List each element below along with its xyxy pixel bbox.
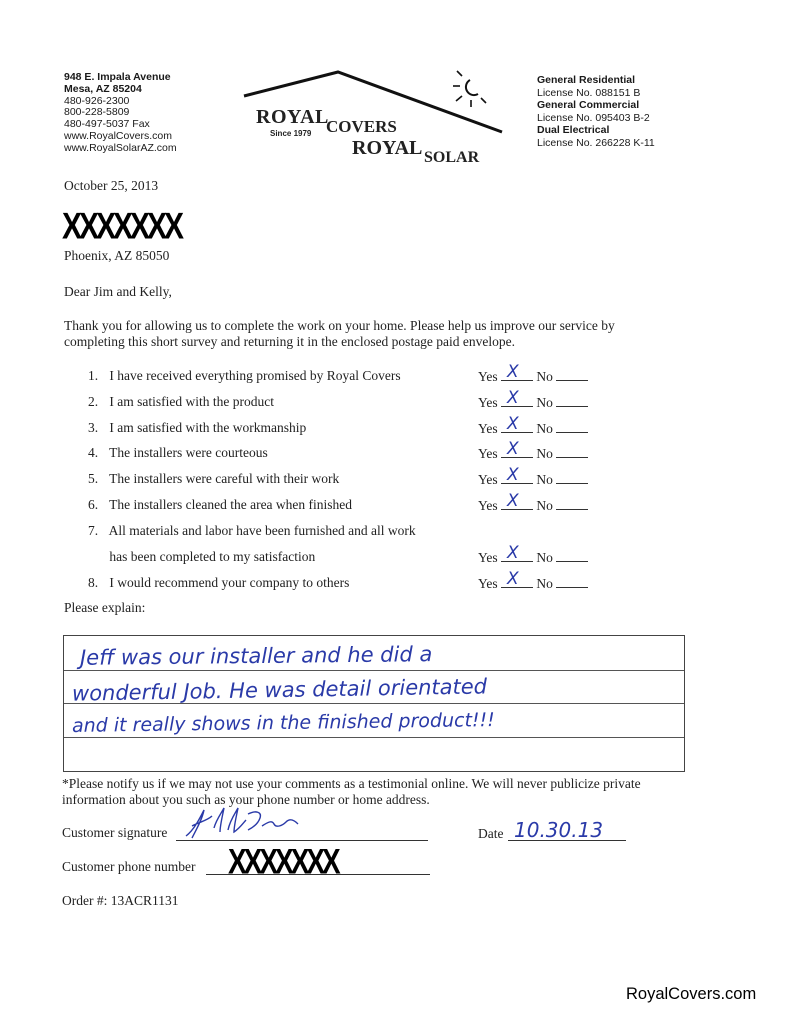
no-label: No <box>536 498 553 513</box>
question-number: 8. <box>88 575 99 590</box>
address-line-2: Mesa, AZ 85204 <box>64 82 142 95</box>
no-label: No <box>536 550 553 565</box>
yes-checkbox[interactable] <box>501 414 533 434</box>
handwritten-signature <box>178 806 338 840</box>
no-checkbox[interactable] <box>556 368 588 381</box>
question-text: The installers were courteous <box>109 445 268 460</box>
comment-line-3: and it really shows in the finished product!!! <box>71 709 495 737</box>
logo-solar: SOLAR <box>424 149 480 166</box>
yes-checkbox[interactable] <box>501 388 533 408</box>
license-title-1: General Residential <box>537 74 636 86</box>
answer-5 <box>478 465 588 488</box>
no-checkbox[interactable] <box>556 575 588 588</box>
logo-royal-2: ROYAL <box>352 137 423 159</box>
question-2 <box>88 394 468 410</box>
order-number: Order #: 13ACR1131 <box>62 893 179 908</box>
no-label: No <box>536 576 553 591</box>
license-block <box>537 74 655 150</box>
testimonial-notice-1: *Please notify us if we may not use your comments as a testimonial online. We will never publicize private <box>62 776 641 791</box>
yes-label: Yes <box>478 498 498 513</box>
no-checkbox[interactable] <box>556 497 588 510</box>
signature-field[interactable] <box>176 824 428 841</box>
question-text: I am satisfied with the workmanship <box>109 420 307 435</box>
question-6 <box>88 497 468 513</box>
answer-3 <box>478 414 588 437</box>
yes-checkbox[interactable] <box>501 543 533 563</box>
answer-1 <box>478 362 588 385</box>
no-checkbox[interactable] <box>556 420 588 433</box>
question-text: I have received everything promised by Royal Covers <box>109 368 401 383</box>
logo-covers: COVERS <box>326 117 397 136</box>
yes-label: Yes <box>478 369 498 384</box>
question-text: The installers were careful with their work <box>109 471 340 486</box>
x-mark: X <box>507 465 519 485</box>
address-line-1: 948 E. Impala Avenue <box>64 71 171 83</box>
date-value: 10.30.13 <box>514 818 604 842</box>
question-number: 2. <box>88 394 99 409</box>
answer-7 <box>478 543 588 566</box>
intro-line-2: completing this short survey and returning it in the enclosed postage paid envelope. <box>64 334 516 349</box>
license-number-1: License No. 088151 B <box>537 86 641 99</box>
comment-box[interactable] <box>63 635 685 772</box>
site-url[interactable]: RoyalCovers.com <box>626 985 757 1003</box>
x-mark: X <box>507 569 519 589</box>
x-mark: X <box>507 362 519 382</box>
comment-line-1: Jeff was our installer and he did a <box>79 642 433 670</box>
question-text: The installers cleaned the area when finished <box>109 497 353 512</box>
question-text: All materials and labor have been furnished and all work <box>108 523 416 538</box>
license-number-2: License No. 095403 B-2 <box>537 111 650 124</box>
answer-4 <box>478 439 588 462</box>
date-field[interactable] <box>508 818 626 842</box>
question-text: I am satisfied with the product <box>109 394 274 409</box>
x-mark: X <box>507 388 519 408</box>
phone-label: Customer phone number <box>62 859 196 874</box>
redacted-phone: XXXXXXX <box>228 842 338 881</box>
yes-checkbox[interactable] <box>501 362 533 382</box>
question-number: 5. <box>88 471 99 486</box>
question-7 <box>88 523 468 539</box>
answer-8 <box>478 569 588 592</box>
question-text: I would recommend your company to others <box>109 575 350 590</box>
question-number: 1. <box>88 368 99 383</box>
yes-label: Yes <box>478 421 498 436</box>
question-8 <box>88 575 468 591</box>
no-label: No <box>536 472 553 487</box>
answer-6 <box>478 491 588 514</box>
yes-label: Yes <box>478 395 498 410</box>
no-label: No <box>536 446 553 461</box>
no-checkbox[interactable] <box>556 549 588 562</box>
question-4 <box>88 445 468 461</box>
license-title-3: Dual Electrical <box>537 124 610 137</box>
company-address-block <box>64 72 177 155</box>
x-mark: X <box>507 414 519 434</box>
question-number: 3. <box>88 420 99 435</box>
logo-royal-1: ROYAL <box>256 106 329 128</box>
no-checkbox[interactable] <box>556 445 588 458</box>
redacted-name: XXXXXXX <box>62 205 182 247</box>
yes-checkbox[interactable] <box>501 439 533 459</box>
letter-date: October 25, 2013 <box>64 178 159 193</box>
website-2: www.RoyalSolarAZ.com <box>64 141 177 154</box>
yes-label: Yes <box>478 472 498 487</box>
yes-checkbox[interactable] <box>501 569 533 589</box>
date-label: Date <box>478 826 504 841</box>
question-1 <box>88 368 468 384</box>
yes-label: Yes <box>478 576 498 591</box>
logo-since: Since 1979 <box>270 129 312 138</box>
license-number-3: License No. 266228 K-11 <box>537 136 655 149</box>
question-number: 4. <box>88 445 99 460</box>
question-text: has been completed to my satisfaction <box>109 549 316 564</box>
comment-line-2: wonderful Job. He was detail orientated <box>71 674 488 706</box>
x-mark: X <box>507 491 519 511</box>
answer-2 <box>478 388 588 411</box>
yes-checkbox[interactable] <box>501 491 533 511</box>
x-mark: X <box>507 439 519 459</box>
no-label: No <box>536 369 553 384</box>
fax: 480-497-5037 Fax <box>64 118 150 131</box>
phone-2: 800-228-5809 <box>64 106 130 119</box>
website-1: www.RoyalCovers.com <box>64 129 172 142</box>
no-checkbox[interactable] <box>556 471 588 484</box>
letter-city: Phoenix, AZ 85050 <box>64 248 170 263</box>
question-5 <box>88 471 468 487</box>
signature-label: Customer signature <box>62 825 168 840</box>
no-checkbox[interactable] <box>556 394 588 407</box>
letter-greeting: Dear Jim and Kelly, <box>64 284 172 299</box>
yes-label: Yes <box>478 550 498 565</box>
license-title-2: General Commercial <box>537 99 640 112</box>
yes-checkbox[interactable] <box>501 465 533 485</box>
no-label: No <box>536 395 553 410</box>
phone-field[interactable] <box>206 842 430 881</box>
phone-1: 480-926-2300 <box>64 94 130 107</box>
yes-label: Yes <box>478 446 498 461</box>
intro-line-1: Thank you for allowing us to complete the work on your home. Please help us improve our service by <box>64 318 615 333</box>
question-number: 6. <box>88 497 99 512</box>
question-7-continued <box>88 549 468 565</box>
explain-label: Please explain: <box>64 600 146 615</box>
question-number: 7. <box>88 523 99 538</box>
no-label: No <box>536 421 553 436</box>
x-mark: X <box>507 543 519 563</box>
question-3 <box>88 420 468 436</box>
company-logo <box>238 66 508 172</box>
testimonial-notice-2: information about you such as your phone number or home address. <box>62 792 430 807</box>
